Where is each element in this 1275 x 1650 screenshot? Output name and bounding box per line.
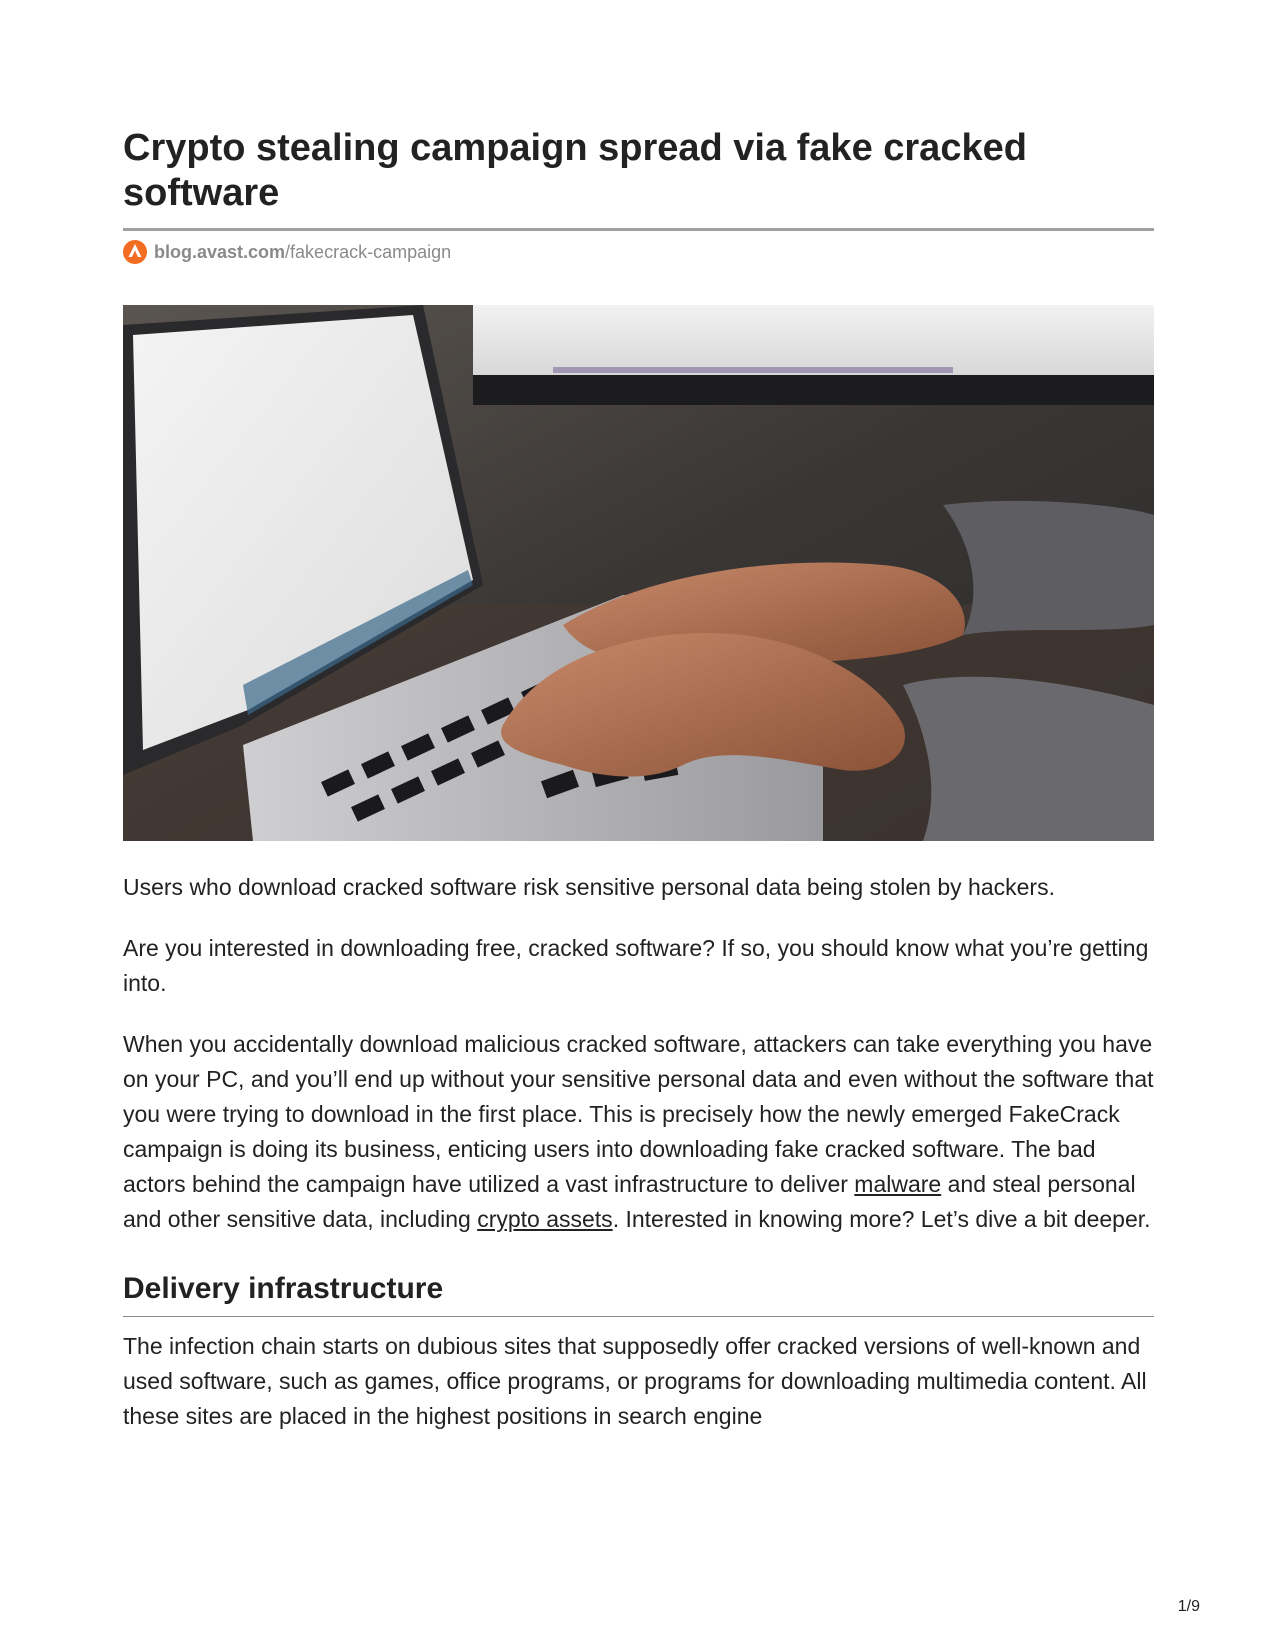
paragraph-fakecrack bbox=[123, 1027, 1154, 1237]
paragraph-infection-chain: The infection chain starts on dubious sites that supposedly offer cracked versions of well-known and used software, such as games, office programs, or programs for downloading multimedia content. All these sites are placed in the highest positions in search engine bbox=[123, 1333, 1147, 1429]
article bbox=[123, 126, 1154, 1434]
crypto-assets-link[interactable]: crypto assets bbox=[477, 1206, 613, 1232]
paragraph-intro: Users who download cracked software risk sensitive personal data being stolen by hackers. bbox=[123, 874, 1055, 900]
avast-logo-icon bbox=[123, 240, 147, 264]
page-number: 1/9 bbox=[1177, 1598, 1200, 1615]
title-divider bbox=[123, 228, 1154, 231]
paragraph-text: When you accidentally download malicious cracked software, attackers can take everything you have on your PC, and you’ll end up without your sensitive personal data and even without the software that you were trying to download in the first place. This is precisely how the newly emerged FakeCrack campaign is doing its business, enticing users into downloading fake cracked software. The bad actors behind the campaign have utilized a vast infrastructure to deliver bbox=[123, 1031, 1154, 1197]
paragraph-text: . Interested in knowing more? Let’s dive a bit deeper. bbox=[612, 1206, 1151, 1232]
section-divider bbox=[123, 1316, 1154, 1317]
paragraph-text: and steal personal and other sensitive data, including bbox=[123, 1171, 1136, 1232]
source-domain: blog.avast.com bbox=[154, 241, 286, 262]
hero-image bbox=[123, 305, 1154, 841]
article-title: Crypto stealing campaign spread via fake cracked software bbox=[123, 127, 1027, 214]
section-heading: Delivery infrastructure bbox=[123, 1272, 444, 1305]
paragraph-question: Are you interested in downloading free, cracked software? If so, you should know what you’re getting into. bbox=[123, 935, 1149, 996]
source-link[interactable] bbox=[123, 239, 1154, 265]
malware-link[interactable]: malware bbox=[854, 1171, 942, 1197]
source-path: /fakecrack-campaign bbox=[285, 241, 452, 262]
